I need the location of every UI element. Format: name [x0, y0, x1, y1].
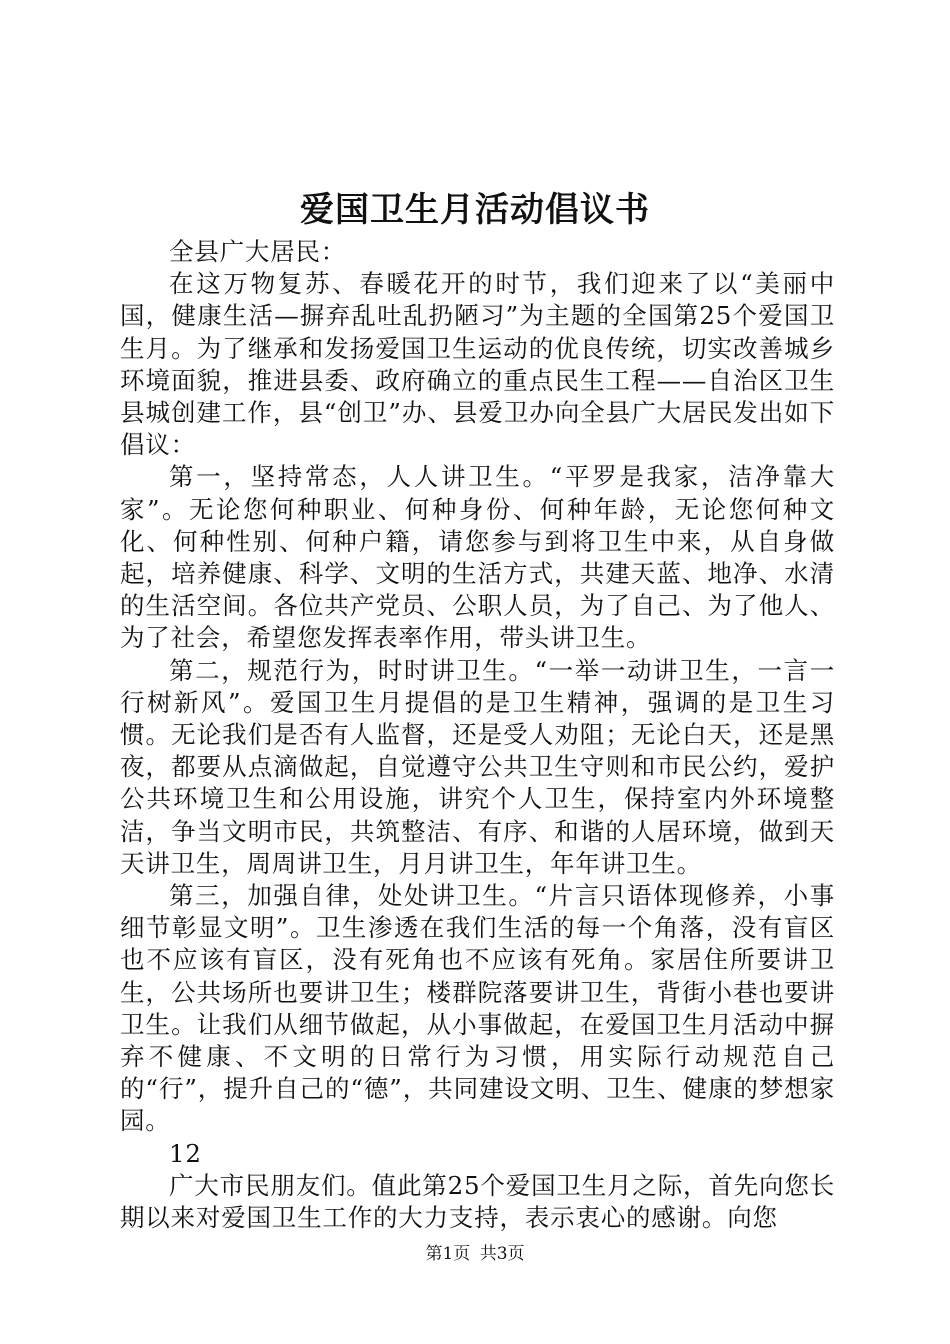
page-number: 第1页 [425, 1244, 471, 1264]
salutation: 全县广大居民： [169, 237, 347, 266]
document-body [120, 236, 835, 1234]
paragraph-second: 第二，规范行为，时时讲卫生。“一举一动讲卫生，一言一行树新风”。爱国卫生月提倡的是卫生精神，强调的是卫生习惯。无论我们是否有人监督，还是受人劝阻；无论白天，还是黑夜，都要从点滴做起，自觉遵守公共卫生守则和市民公约，爱护公共环境卫生和公用设施，讲究个人卫生，保持室内外环境整洁，争当文明市民，共筑整洁、有序、和谐的人居环境，做到天天讲卫生，周周讲卫生，月月讲卫生，年年讲卫生。 [120, 655, 835, 878]
page-total: 共3页 [479, 1244, 525, 1264]
document-title: 爱国卫生月活动倡议书 [300, 190, 650, 230]
paragraph-number: 12 [169, 1138, 202, 1168]
paragraph-first: 第一，坚持常态，人人讲卫生。“平罗是我家，洁净靠大家”。无论您何种职业、何种身份、何种年龄，无论您何种文化、何种性别、何种户籍，请您参与到将卫生中来，从自身做起，培养健康、科学、文明的生活方式，共建天蓝、地净、水清的生活空间。各位共产党员、公职人员，为了自己、为了他人、为了社会，希望您发挥表率作用，带头讲卫生。 [120, 462, 835, 653]
page-footer [0, 1242, 950, 1266]
paragraph-closing: 广大市民朋友们。值此第25个爱国卫生月之际，首先向您长期以来对爱国卫生工作的大力支持，表示衷心的感谢。向您 [120, 1170, 835, 1233]
paragraph-third: 第三，加强自律，处处讲卫生。“片言只语体现修养，小事细节彰显文明”。卫生渗透在我们生活的每一个角落，没有盲区也不应该有盲区，没有死角也不应该有死角。家居住所要讲卫生，公共场所也要讲卫生；楼群院落要讲卫生，背街小巷也要讲卫生。让我们从细节做起，从小事做起，在爱国卫生月活动中摒弃不健康、不文明的日常行为习惯，用实际行动规范自己的“行”，提升自己的“德”，共同建设文明、卫生、健康的梦想家园。 [120, 881, 836, 1136]
paragraph-intro: 在这万物复苏、春暖花开的时节，我们迎来了以“美丽中国，健康生活—摒弃乱吐乱扔陋习”为主题的全国第25个爱国卫生月。为了继承和发扬爱国卫生运动的优良传统，切实改善城乡环境面貌，推进县委、政府确立的重点民生工程——自治区卫生县城创建工作，县“创卫”办、县爱卫办向全县广大居民发出如下倡议： [120, 269, 835, 460]
